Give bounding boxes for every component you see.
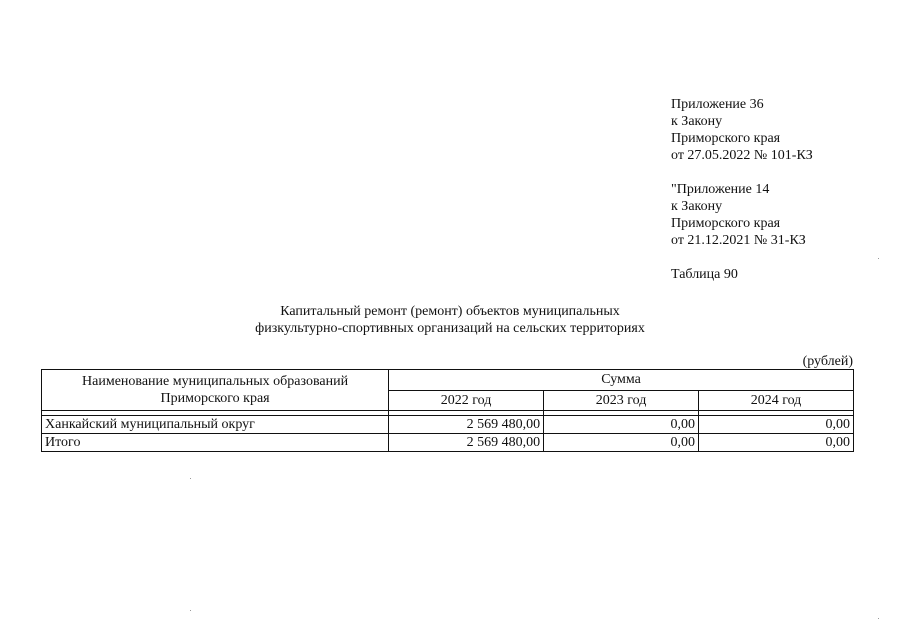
header-year-2022: 2022 год: [389, 390, 544, 411]
total-value-2022: 2 569 480,00: [389, 434, 544, 452]
budget-table: [41, 369, 854, 452]
header-sum: Сумма: [389, 370, 854, 391]
table-total-row: [42, 434, 854, 452]
header-name-line-1: Наименование муниципальных образований: [82, 374, 349, 389]
appendix-original: [671, 181, 891, 249]
document-title: [120, 303, 780, 337]
scan-speck: [190, 610, 191, 611]
appendix-line: от 27.05.2022 № 101-КЗ: [671, 148, 813, 163]
unit-label: (рублей): [802, 354, 853, 369]
appendix-line: от 21.12.2021 № 31-КЗ: [671, 233, 806, 248]
total-value-2024: 0,00: [699, 434, 854, 452]
appendix-line: Приложение 36: [671, 97, 764, 112]
header-year-2024: 2024 год: [699, 390, 854, 411]
title-line-1: Капитальный ремонт (ремонт) объектов муниципальных: [280, 304, 620, 319]
table-number: Таблица 90: [671, 267, 738, 282]
table-header-row: [42, 370, 854, 391]
title-line-2: физкультурно-спортивных организаций на сельских территориях: [255, 321, 645, 336]
header-municipality: [42, 370, 389, 411]
row-value-2024: 0,00: [699, 416, 854, 434]
row-value-2023: 0,00: [544, 416, 699, 434]
total-value-2023: 0,00: [544, 434, 699, 452]
appendix-line: к Закону: [671, 199, 723, 214]
appendix-current: [671, 96, 891, 164]
row-value-2022: 2 569 480,00: [389, 416, 544, 434]
scan-speck: [878, 258, 879, 259]
scan-speck: [878, 618, 879, 619]
appendix-line: Приморского края: [671, 216, 781, 231]
header-year-2023: 2023 год: [544, 390, 699, 411]
table-row: [42, 416, 854, 434]
row-name: Ханкайский муниципальный округ: [42, 416, 389, 434]
appendix-line: "Приложение 14: [671, 182, 770, 197]
appendix-line: Приморского края: [671, 131, 781, 146]
appendix-block: [671, 96, 891, 283]
appendix-line: к Закону: [671, 114, 723, 129]
total-name: Итого: [42, 434, 389, 452]
scan-speck: [190, 478, 191, 479]
header-name-line-2: Приморского края: [160, 391, 270, 406]
